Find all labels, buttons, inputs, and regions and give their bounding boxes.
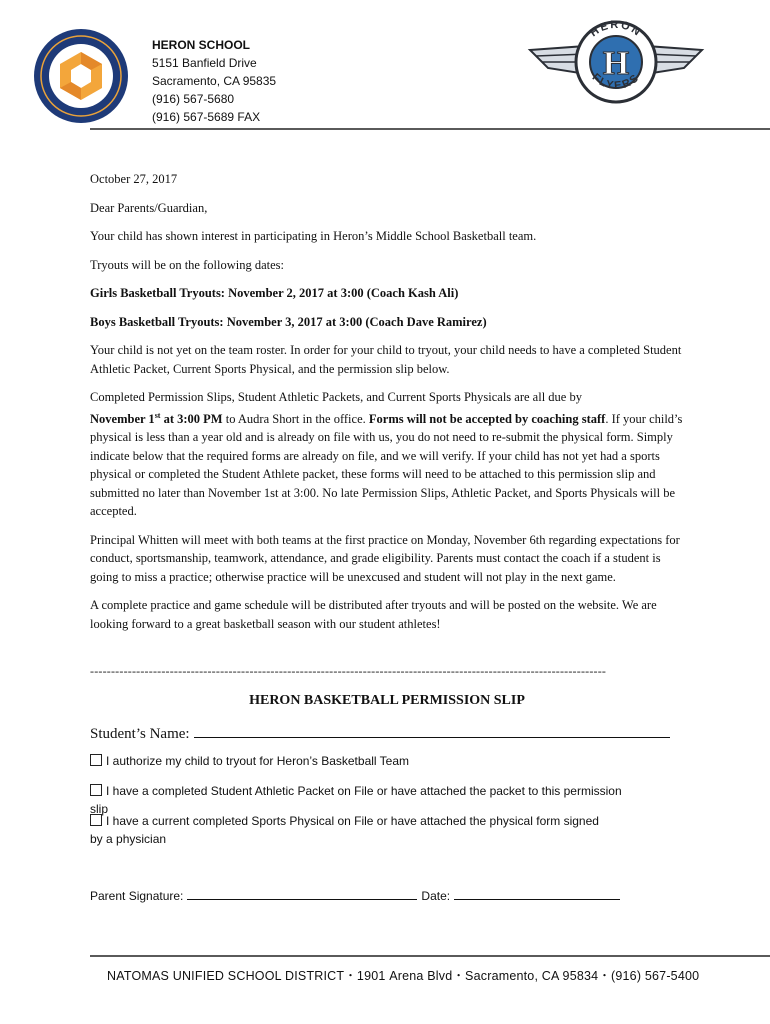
paragraph-principal: Principal Whitten will meet with both teams at the first practice on Monday, November 6th regarding expectations for conduct, sportsmanship, teamwork, attendance, and grade eligibility. Parents must contact the coach if a student is going to miss a practice; otherwise practice will be unexcused and student will not play in the next game.: [90, 532, 680, 584]
date-label: Date:: [421, 889, 451, 903]
student-name-line[interactable]: [194, 723, 670, 738]
school-name: HERON SCHOOL: [152, 38, 251, 52]
school-address-block: [152, 36, 276, 126]
paragraph-interest: Your child has shown interest in participating in Heron’s Middle School Basketball team.: [90, 229, 537, 243]
checkbox-authorize-label: I authorize my child to tryout for Heron’s Basketball Team: [106, 754, 410, 768]
student-name-label: Student’s Name:: [90, 726, 190, 742]
student-name-field[interactable]: [90, 723, 690, 743]
paragraph-deadline: Completed Permission Slips, Student Athletic Packets, and Current Sports Physicals are all due by November 1st at 3:00 PM to Audra Short in the office. Forms will not be accepted by coaching staff. If your child’s physical is less than a year old and is already on file with us, you do not need to re-submit the physical form. Simply indicate below that the required forms are already on file, and we will verify. If your child has not yet had a sports physical or completed the Student Athlete packet, these forms will need to be attached to this permission slip and submitted no later than November 1st at 3:00. No late Permission Slips, Athletic Packet, and Sports Physicals will be accepted.: [90, 390, 683, 519]
slip-title: HERON BASKETBALL PERMISSION SLIP: [249, 693, 525, 708]
phone-number: (916) 567-5680: [152, 92, 235, 106]
boys-tryouts: Boys Basketball Tryouts: November 3, 2017 at 3:00 (Coach Dave Ramirez): [90, 314, 487, 329]
deadline-warning: Forms will not be accepted by coaching staff: [368, 411, 606, 426]
fax-number: (916) 567-5689 FAX: [152, 110, 261, 124]
letter-greeting: Dear Parents/Guardian,: [90, 200, 208, 215]
address-line2: Sacramento, CA 95835: [152, 74, 277, 88]
signature-row: [90, 887, 620, 903]
deadline-date: November 1st at 3:00 PM: [90, 410, 223, 426]
letter-date: October 27, 2017: [90, 172, 178, 186]
district-seal-logo: [33, 28, 129, 124]
logo-text-top: HERON: [588, 18, 644, 40]
district-footer: NATOMAS UNIFIED SCHOOL DISTRICT・1901 Arena Blvd・Sacramento, CA 95834・(916) 567-5400: [107, 969, 700, 983]
parent-signature-line[interactable]: [187, 887, 417, 900]
deadline-intro: Completed Permission Slips, Student Athletic Packets, and Current Sports Physicals are all due by: [90, 390, 582, 404]
checkbox-authorize[interactable]: [90, 752, 630, 770]
checkbox-sports-physical[interactable]: [90, 812, 610, 848]
logo-text-bottom: FLYERS: [589, 71, 643, 93]
checkbox-icon[interactable]: [90, 784, 102, 796]
heron-flyers-logo: [526, 16, 706, 108]
paragraph-schedule: A complete practice and game schedule will be distributed after tryouts and will be posted on the website. We are looking forward to a great basketball season with our student athletes!: [90, 598, 657, 631]
paragraph-tryout-dates: Tryouts will be on the following dates:: [90, 257, 284, 272]
paragraph-roster: Your child is not yet on the team roster. In order for your child to tryout, your child needs to have a completed Student Athletic Packet, Current Sports Physical, and the permission slip below.: [90, 343, 682, 376]
cut-line-separator: ---------------------------------------------------------------------------------------------------------------------------: [90, 664, 607, 678]
address-line1: 5151 Banfield Drive: [152, 56, 257, 70]
letter-body: [90, 170, 684, 633]
date-line[interactable]: [454, 887, 620, 900]
logo-letter: H: [602, 45, 630, 82]
checkbox-sports-physical-label: I have a current completed Sports Physical on File or have attached the physical form signed by a physician: [90, 814, 599, 846]
checkbox-icon[interactable]: [90, 814, 102, 826]
parent-signature-label: Parent Signature:: [90, 889, 184, 903]
header-divider: [90, 128, 770, 130]
footer-divider: [90, 955, 770, 957]
checkbox-icon[interactable]: [90, 754, 102, 766]
girls-tryouts: Girls Basketball Tryouts: November 2, 2017 at 3:00 (Coach Kash Ali): [90, 286, 459, 300]
checkbox-athletic-packet-label: I have a completed Student Athletic Packet on File or have attached the packet to this permission slip: [90, 784, 622, 816]
